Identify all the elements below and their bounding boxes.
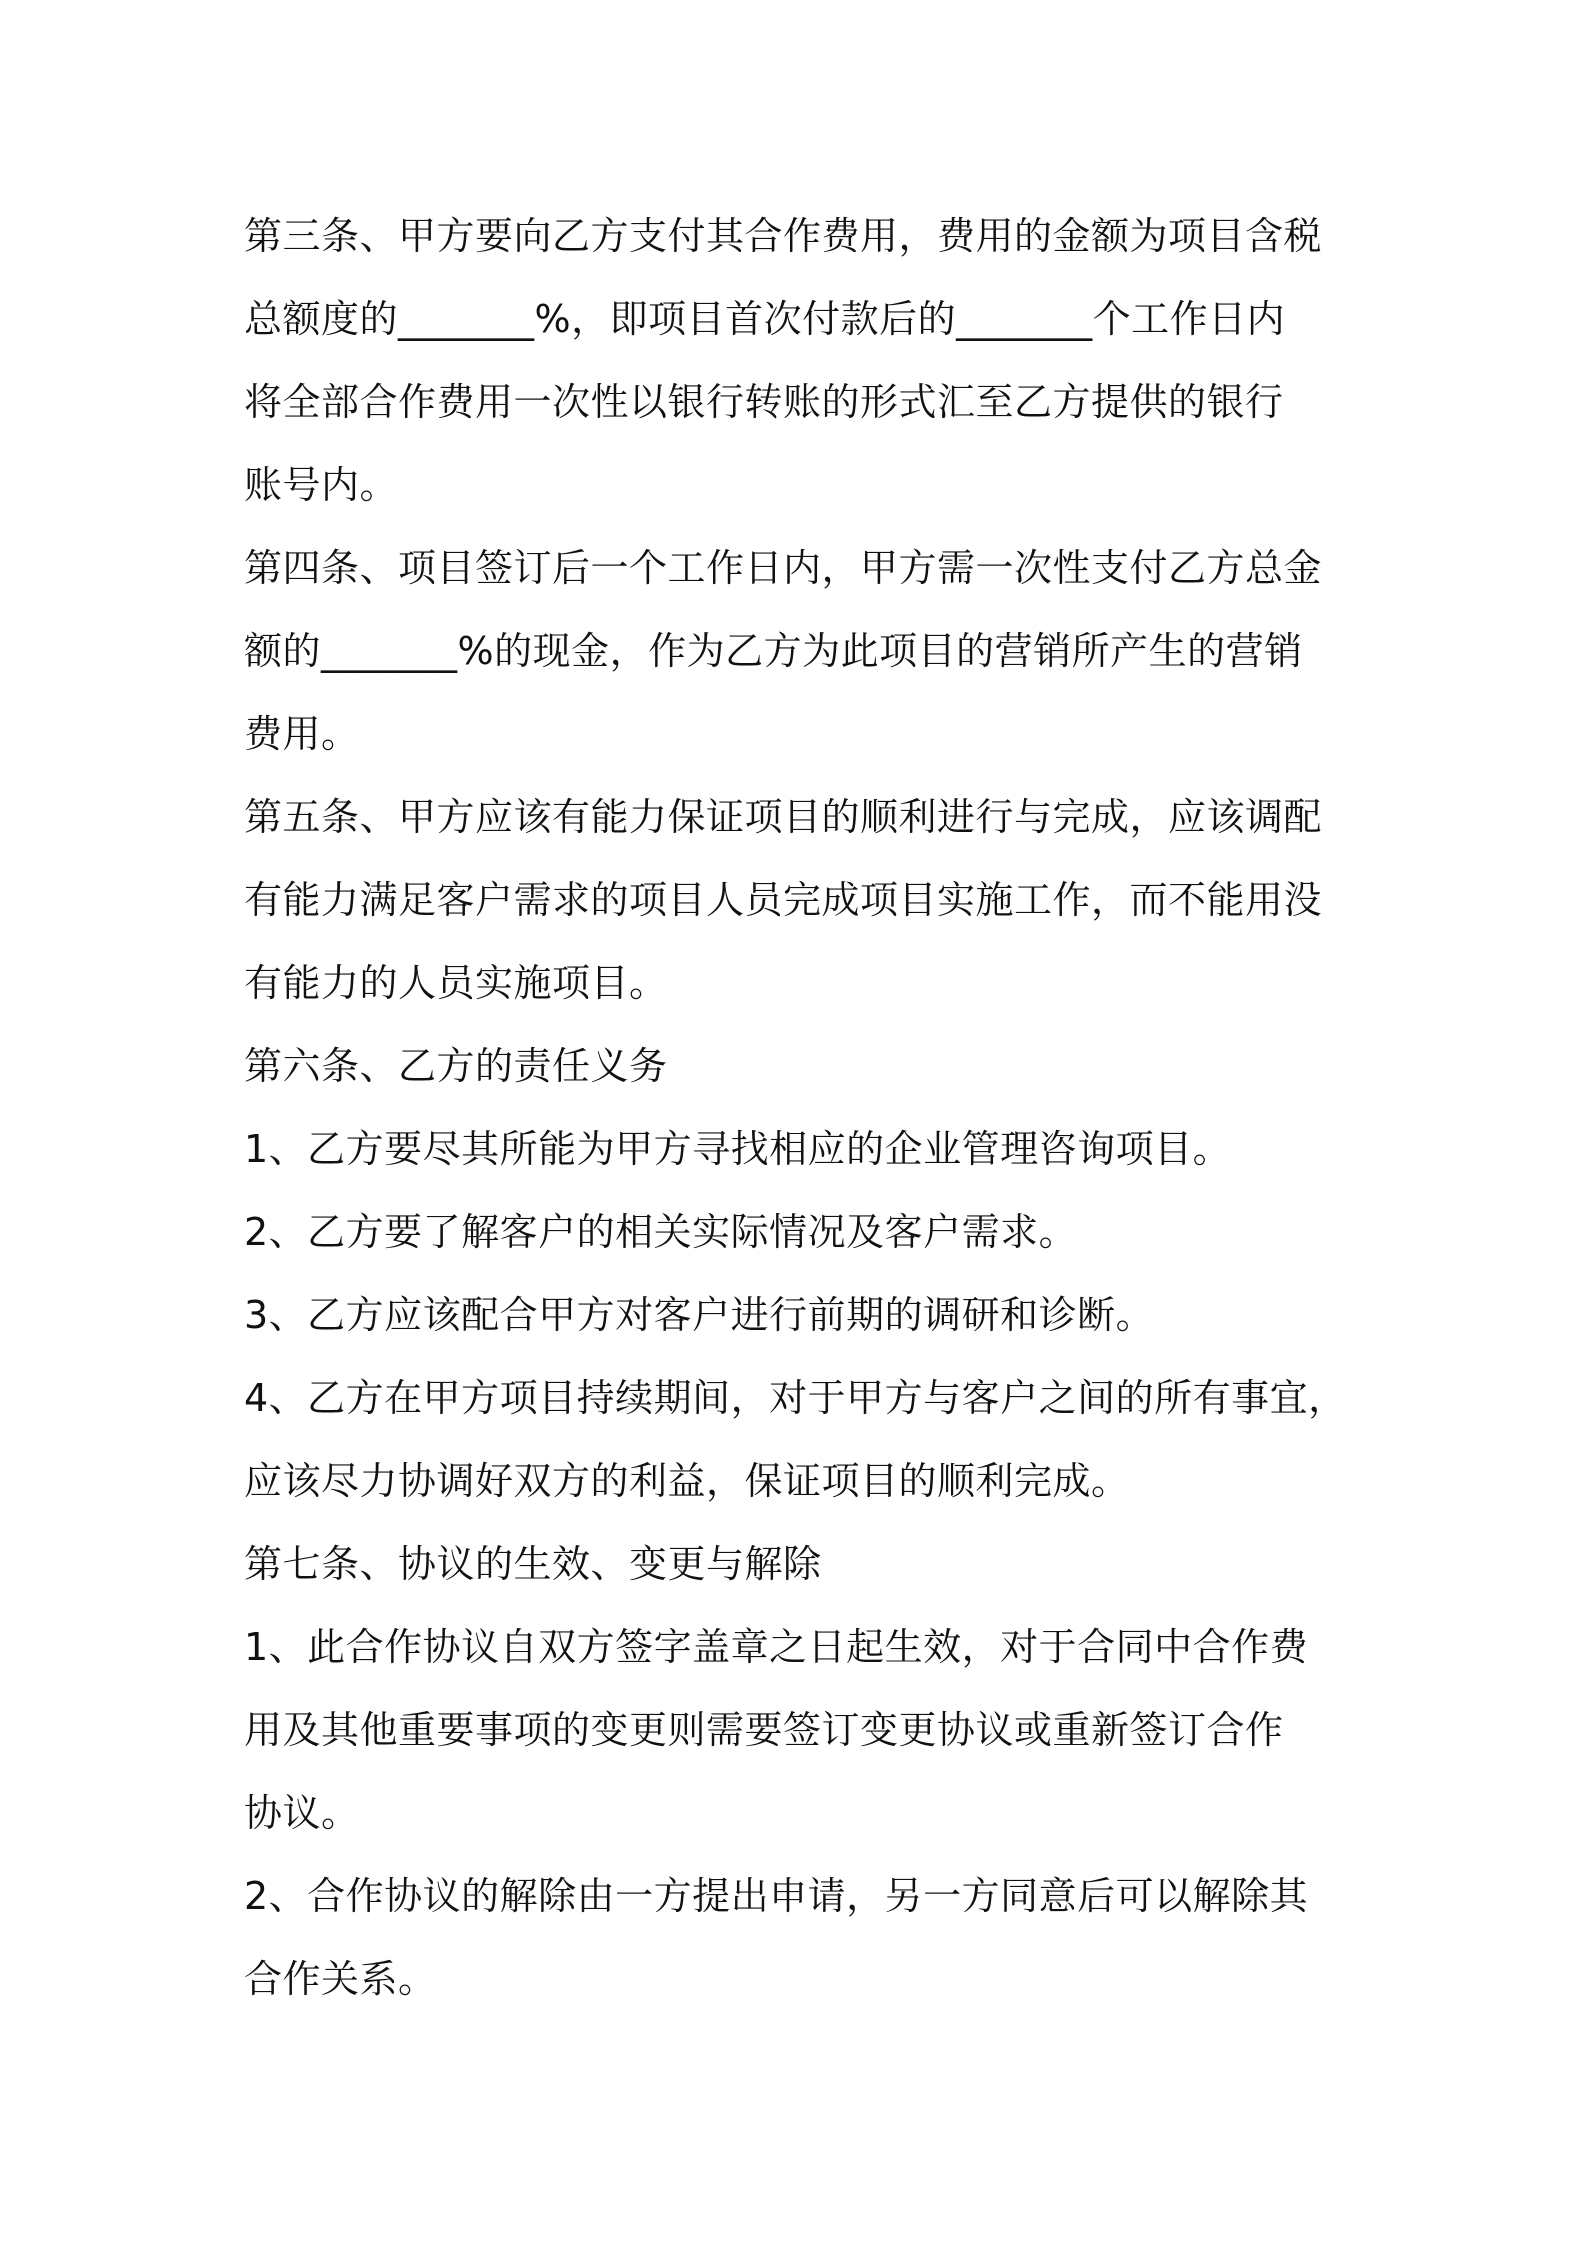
text-line: 1、乙方要尽其所能为甲方寻找相应的企业管理咨询项目。 xyxy=(244,1127,1232,1171)
text-line: 第六条、乙方的责任义务 xyxy=(244,1044,668,1088)
text-line: 将全部合作费用一次性以银行转账的形式汇至乙方提供的银行 xyxy=(244,380,1284,424)
article-7-item-2 xyxy=(244,1855,1364,2021)
text-line: 1、此合作协议自双方签字盖章之日起生效，对于合同中合作费 xyxy=(244,1625,1309,1669)
article-7-heading xyxy=(244,1523,1364,1606)
text-line: 2、合作协议的解除由一方提出申请，另一方同意后可以解除其 xyxy=(244,1874,1309,1918)
article-7-item-1 xyxy=(244,1606,1364,1855)
text-line: 有能力满足客户需求的项目人员完成项目实施工作，而不能用没 xyxy=(244,878,1323,922)
text-line: 2、乙方要了解客户的相关实际情况及客户需求。 xyxy=(244,1210,1078,1254)
text-line: 第三条、甲方要向乙方支付其合作费用，费用的金额为项目含税 xyxy=(244,214,1323,258)
text-line: 第四条、项目签订后一个工作日内，甲方需一次性支付乙方总金 xyxy=(244,546,1323,590)
article-6-item-4 xyxy=(244,1357,1364,1523)
article-5-paragraph xyxy=(244,776,1364,1025)
article-6-item-1 xyxy=(244,1108,1364,1191)
text-line: 第五条、甲方应该有能力保证项目的顺利进行与完成，应该调配 xyxy=(244,795,1323,839)
text-line: 用及其他重要事项的变更则需要签订变更协议或重新签订合作 xyxy=(244,1708,1284,1752)
text-line: 应该尽力协调好双方的利益，保证项目的顺利完成。 xyxy=(244,1459,1130,1503)
text-line: 账号内。 xyxy=(244,463,399,507)
text-line: 3、乙方应该配合甲方对客户进行前期的调研和诊断。 xyxy=(244,1293,1155,1337)
article-6-item-2 xyxy=(244,1191,1364,1274)
article-6-heading xyxy=(244,1025,1364,1108)
text-line: 有能力的人员实施项目。 xyxy=(244,961,668,1005)
text-line: 第七条、协议的生效、变更与解除 xyxy=(244,1542,822,1586)
text-line: 4、乙方在甲方项目持续期间，对于甲方与客户之间的所有事宜， xyxy=(244,1376,1347,1420)
text-line: 总额度的_______%，即项目首次付款后的_______个工作日内 xyxy=(244,297,1286,341)
article-4-paragraph xyxy=(244,527,1364,776)
text-line: 协议。 xyxy=(244,1791,360,1835)
text-line: 费用。 xyxy=(244,712,360,756)
text-line: 额的_______%的现金，作为乙方为此项目的营销所产生的营销 xyxy=(244,629,1303,673)
text-line: 合作关系。 xyxy=(244,1957,437,2001)
document-body xyxy=(244,195,1364,2021)
article-6-item-3 xyxy=(244,1274,1364,1357)
article-3-paragraph xyxy=(244,195,1364,527)
